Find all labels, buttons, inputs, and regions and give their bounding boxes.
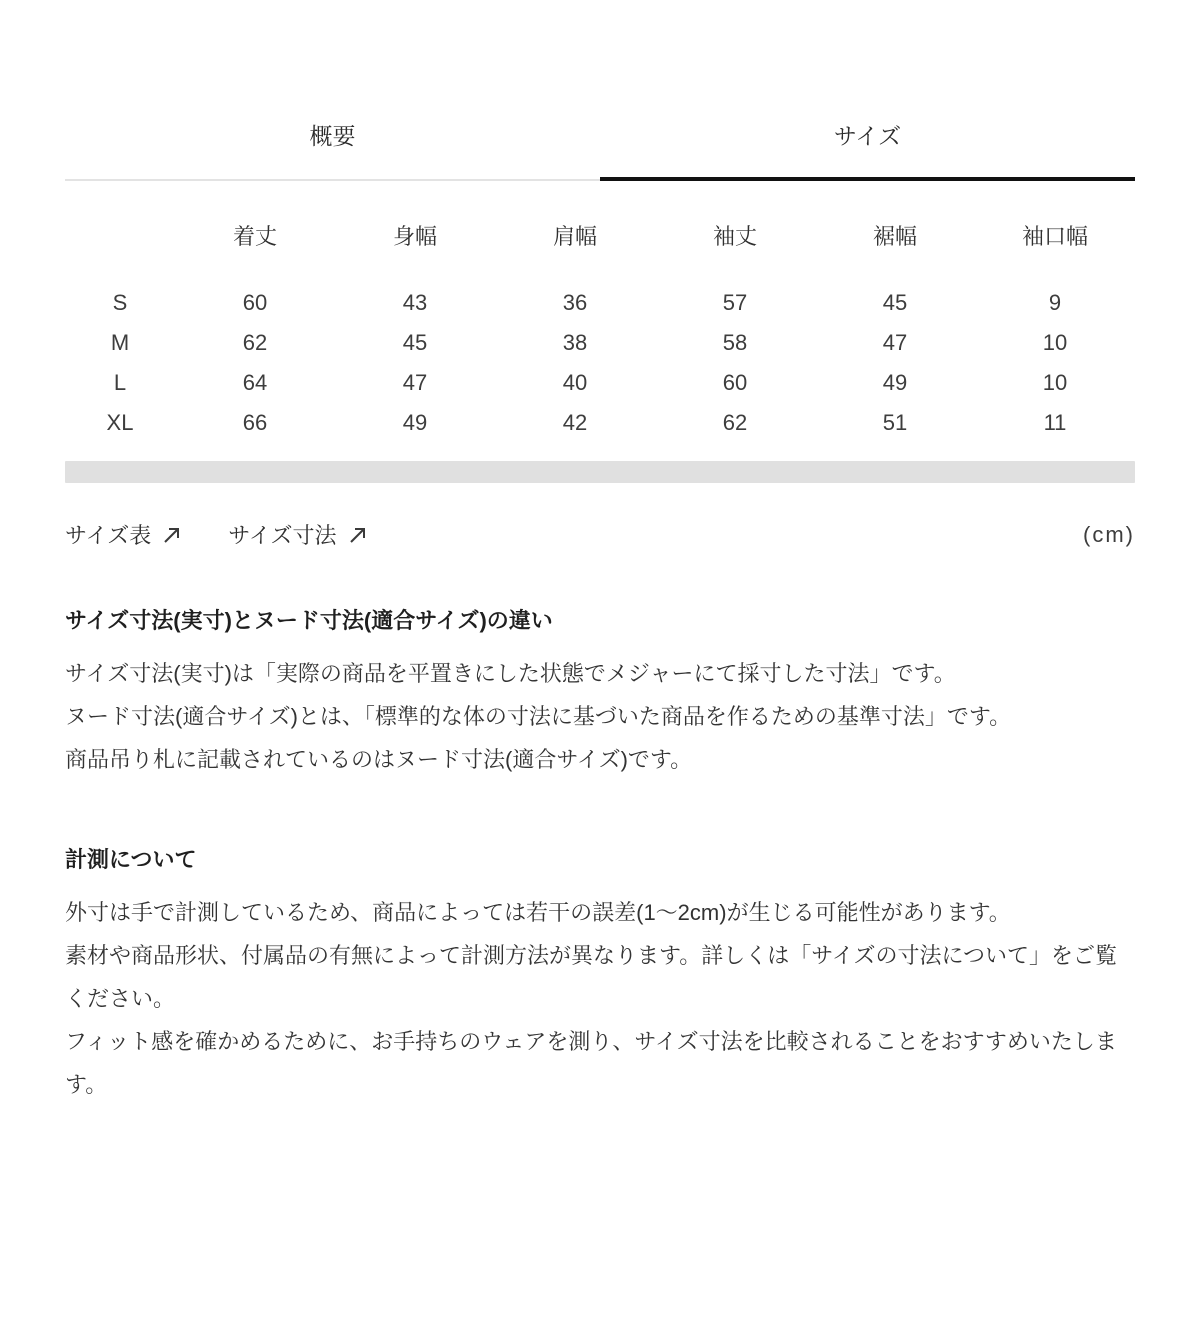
table-value: 43 bbox=[402, 290, 428, 315]
column-header: 裾幅 bbox=[872, 224, 917, 249]
links-row bbox=[65, 519, 1135, 550]
row-label-xl: XL bbox=[106, 410, 134, 435]
unit-label: (cm) bbox=[1083, 521, 1135, 547]
table-value: 62 bbox=[722, 410, 748, 435]
row-label-s: S bbox=[112, 290, 128, 315]
table-value: 49 bbox=[402, 410, 428, 435]
table-value: 38 bbox=[562, 330, 588, 355]
row-label-l: L bbox=[113, 370, 127, 395]
column-header: 着丈 bbox=[232, 224, 277, 249]
size-measurements-link-label: サイズ寸法 bbox=[228, 523, 337, 548]
table-value: 60 bbox=[722, 370, 748, 395]
size-table-corner bbox=[65, 225, 175, 249]
tab-overview[interactable]: 概要 bbox=[65, 118, 600, 181]
section-heading: サイズ寸法(実寸)とヌード寸法(適合サイズ)の違い bbox=[65, 608, 553, 633]
table-value: 60 bbox=[242, 290, 268, 315]
table-value: 62 bbox=[242, 330, 268, 355]
table-value: 11 bbox=[1043, 410, 1067, 435]
table-value: 47 bbox=[882, 330, 908, 355]
external-arrow-icon bbox=[348, 525, 368, 545]
section-paragraph: ヌード寸法(適合サイズ)とは、「標準的な体の寸法に基づいた商品を作るための基準寸法」です。 bbox=[65, 704, 1012, 729]
section-paragraph: 外寸は手で計測しているため、商品によっては若干の誤差(1〜2cm)が生じる可能性があります。 bbox=[65, 900, 1011, 925]
column-header: 袖丈 bbox=[712, 224, 757, 249]
table-value: 10 bbox=[1042, 330, 1068, 355]
section-heading: 計測について bbox=[65, 847, 197, 872]
table-value: 51 bbox=[882, 410, 908, 435]
table-value: 57 bbox=[722, 290, 748, 315]
size-chart-link-label: サイズ表 bbox=[65, 523, 152, 548]
table-value: 64 bbox=[242, 370, 268, 395]
table-value: 58 bbox=[722, 330, 748, 355]
table-scrollbar[interactable] bbox=[65, 461, 1135, 483]
size-chart-link[interactable] bbox=[65, 519, 182, 550]
column-header: 袖口幅 bbox=[1021, 224, 1088, 249]
size-panel bbox=[0, 118, 1200, 1106]
table-value: 36 bbox=[562, 290, 588, 315]
tab-bar bbox=[65, 118, 1135, 181]
tab-size[interactable]: サイズ bbox=[600, 118, 1135, 181]
section-size-definitions bbox=[65, 606, 1135, 781]
external-arrow-icon bbox=[162, 525, 182, 545]
table-value: 9 bbox=[1048, 290, 1062, 315]
table-value: 49 bbox=[882, 370, 908, 395]
section-paragraph: フィット感を確かめるために、お手持ちのウェアを測り、サイズ寸法を比較されることをおすすめいたします。 bbox=[65, 1029, 1117, 1097]
row-label-m: M bbox=[110, 330, 130, 355]
column-header: 肩幅 bbox=[552, 224, 597, 249]
section-paragraph: サイズ寸法(実寸)は「実際の商品を平置きにした状態でメジャーにて採寸した寸法」です。 bbox=[65, 661, 956, 686]
table-value: 10 bbox=[1042, 370, 1068, 395]
section-paragraph: 商品吊り札に記載されているのはヌード寸法(適合サイズ)です。 bbox=[65, 747, 693, 772]
section-paragraph: 素材や商品形状、付属品の有無によって計測方法が異なります。詳しくは「サイズの寸法について」をご覧ください。 bbox=[65, 943, 1118, 1011]
section-measurement-notes bbox=[65, 845, 1135, 1106]
table-value: 47 bbox=[402, 370, 428, 395]
table-value: 45 bbox=[882, 290, 908, 315]
table-value: 42 bbox=[562, 410, 588, 435]
table-value: 40 bbox=[562, 370, 588, 395]
size-table bbox=[65, 225, 1135, 443]
table-value: 45 bbox=[402, 330, 428, 355]
table-value: 66 bbox=[242, 410, 268, 435]
column-header: 身幅 bbox=[392, 224, 437, 249]
size-measurements-link[interactable] bbox=[228, 519, 367, 550]
